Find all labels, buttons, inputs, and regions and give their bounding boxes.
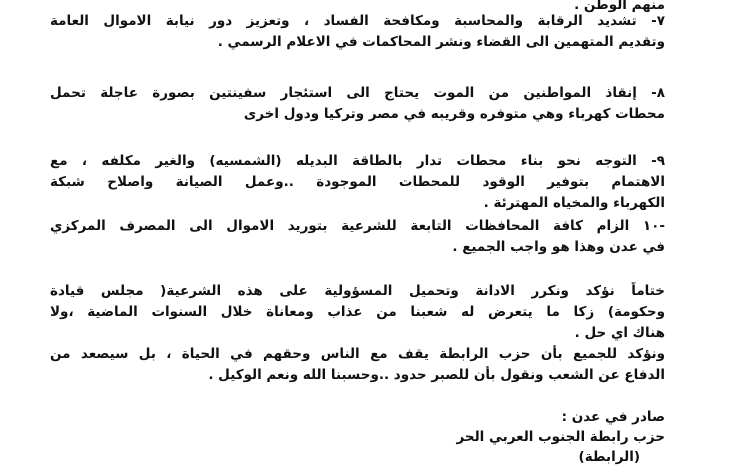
- text-line: الكهرباء والمخياه المهترئة .: [483, 195, 665, 211]
- issued-in-label: صادر في عدن :: [561, 409, 665, 425]
- text-line: منهم الوطن .: [574, 0, 665, 13]
- text-line: -١٠ الزام كافة المحافظات التابعة للشرعية بتوريد الاموال الى المصرف المركزي: [50, 218, 665, 234]
- text-line: وتقديم المتهمين الى القضاء ونشر المحاكمات في الاعلام الرسمي .: [217, 34, 665, 50]
- text-line: ٩- التوجه نحو بناء محطات تدار بالطاقة البديله (الشمسيه) والغير مكلفه ، مع: [50, 153, 665, 169]
- text-line: الدفاع عن الشعب ونقول بأن للصبر حدود ..وحسبنا الله ونعم الوكيل .: [208, 367, 665, 383]
- party-name: حزب رابطة الجنوب العربي الحر: [456, 429, 665, 445]
- party-short-name: (الرابطة): [578, 449, 640, 465]
- text-line: ختاماً نؤكد ونكرر الادانة وتحميل المسؤولية على هذه الشرعية( مجلس قيادة: [50, 283, 665, 299]
- text-line: وحكومة) زكا ما يتعرض له شعبنا من عذاب ومعاناة خلال السنوات الماضية ،ولا: [50, 304, 665, 320]
- text-line: ونؤكد للجميع بأن حزب الرابطة يقف مع الناس وحقهم في الحياة ، بل سيصعد من: [50, 346, 665, 362]
- text-line: ٧- تشديد الرقابة والمحاسبة ومكافحة الفساد ، وتعزيز دور نيابة الاموال العامة: [50, 13, 665, 29]
- text-line: محطات كهرباء وهي متوفره وقريبه في مصر وتركيا ودول اخرى: [243, 106, 665, 122]
- text-line: هناك اي حل .: [574, 325, 665, 341]
- text-line: الاهتمام بتوفير الوقود للمحطات الموجودة ..وعمل الصيانة واصلاح شبكة: [50, 174, 665, 190]
- text-line: ٨- إنقاذ المواطنين من الموت يحتاج الى استئجار سفينتين بصورة عاجلة تحمل: [50, 85, 665, 101]
- text-line: في عدن وهذا هو واجب الجميع .: [452, 239, 665, 255]
